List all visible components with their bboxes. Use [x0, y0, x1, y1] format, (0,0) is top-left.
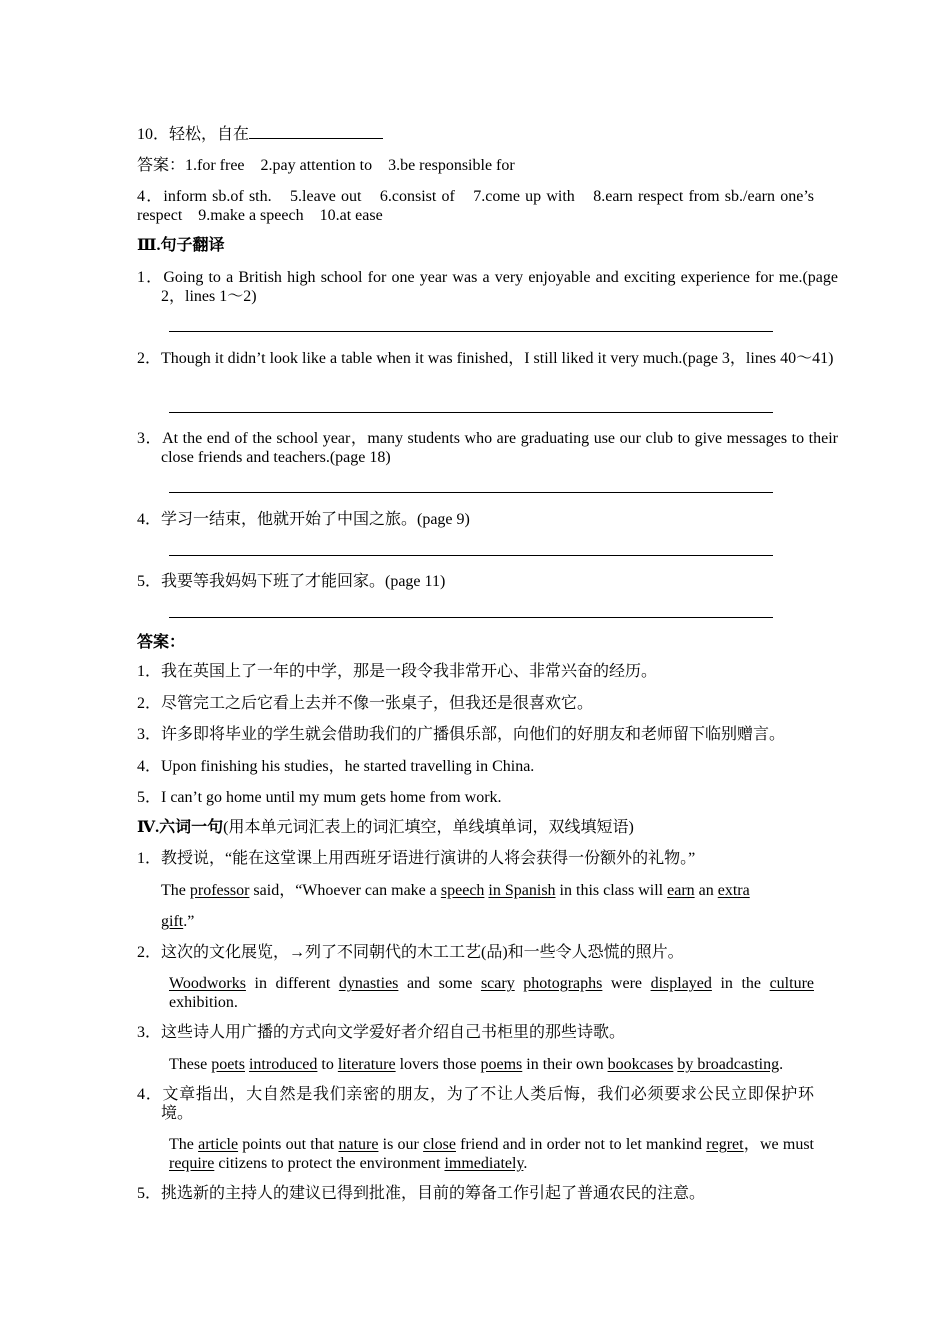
- answer-line-2: 4．inform sb.of sth. 5.leave out 6.consist of 7.come up with 8.earn respect from sb./earn one’s respect 9.make a speech 10.at ease: [137, 188, 814, 224]
- six-word-q2: 2．这次的文化展览，→列了不同朝代的木工工艺(品)和一些令人恐慌的照片。: [137, 944, 684, 961]
- answer-1: 1．我在英国上了一年的中学，那是一段令我非常开心、非常兴奋的经历。: [137, 663, 658, 680]
- six-word-q4: 4．文章指出，大自然是我们亲密的朋友，为了不让人类后悔，我们必须要求公民立即保护环境。: [137, 1086, 814, 1122]
- answer-4: 4．Upon finishing his studies，he started travelling in China.: [137, 758, 535, 775]
- six-word-a2: Woodworks in different dynasties and some scary photographs were displayed in the culture exhibition.: [169, 975, 814, 1011]
- answer-2: 2．尽管完工之后它看上去并不像一张桌子，但我还是很喜欢它。: [137, 695, 594, 712]
- answer-5: 5．I can’t go home until my mum gets home from work.: [137, 789, 502, 806]
- answer-line[interactable]: [169, 331, 773, 332]
- six-word-q3: 3．这些诗人用广播的方式向文学爱好者介绍自己书柜里的那些诗歌。: [137, 1024, 626, 1041]
- six-word-a4: The article points out that nature is our close friend and in order not to let mankind regret，we must require citizens to protect the environment immediately.: [169, 1136, 814, 1172]
- answer-line[interactable]: [169, 617, 773, 618]
- six-word-a1-line1: The professor said，“Whoever can make a speech in Spanish in this class will earn an extra: [161, 882, 750, 899]
- translation-item-3: 3．At the end of the school year，many students who are graduating use our club to give messages to their close friends and teachers.(page 18): [137, 430, 838, 466]
- translation-item-2: 2．Though it didn’t look like a table when it was finished，I still liked it very much.(page 3，lines 40～41): [137, 350, 834, 367]
- item-10: 10．轻松，自在: [137, 124, 814, 144]
- translation-item-4: 4．学习一结束，他就开始了中国之旅。(page 9): [137, 511, 470, 528]
- section-4-title: Ⅳ.六词一句(用本单元词汇表上的词汇填空，单线填单词，双线填短语): [137, 819, 634, 836]
- section-3-title: Ⅲ.句子翻译: [137, 237, 225, 254]
- answer-line-1: 答案：1.for free 2.pay attention to 3.be responsible for: [137, 157, 515, 174]
- answer-blank[interactable]: [249, 124, 383, 139]
- six-word-a1-line2: gift.”: [161, 913, 195, 930]
- six-word-q1: 1．教授说，“能在这堂课上用西班牙语进行演讲的人将会获得一份额外的礼物。”: [137, 850, 696, 867]
- translation-item-5: 5．我要等我妈妈下班了才能回家。(page 11): [137, 573, 446, 590]
- answer-line[interactable]: [169, 492, 773, 493]
- six-word-q5: 5．挑选新的主持人的建议已得到批准，目前的筹备工作引起了普通农民的注意。: [137, 1185, 706, 1202]
- six-word-a3: These poets introduced to literature lovers those poems in their own bookcases by broadcasting.: [169, 1056, 784, 1073]
- answer-3: 3．许多即将毕业的学生就会借助我们的广播俱乐部，向他们的好朋友和老师留下临别赠言。: [137, 726, 786, 743]
- answer-line[interactable]: [169, 412, 773, 413]
- answer-label: 答案：: [137, 634, 186, 651]
- answer-line[interactable]: [169, 555, 773, 556]
- translation-item-1: 1．Going to a British high school for one year was a very enjoyable and exciting experience for me.(page 2，lines 1～2): [137, 269, 838, 305]
